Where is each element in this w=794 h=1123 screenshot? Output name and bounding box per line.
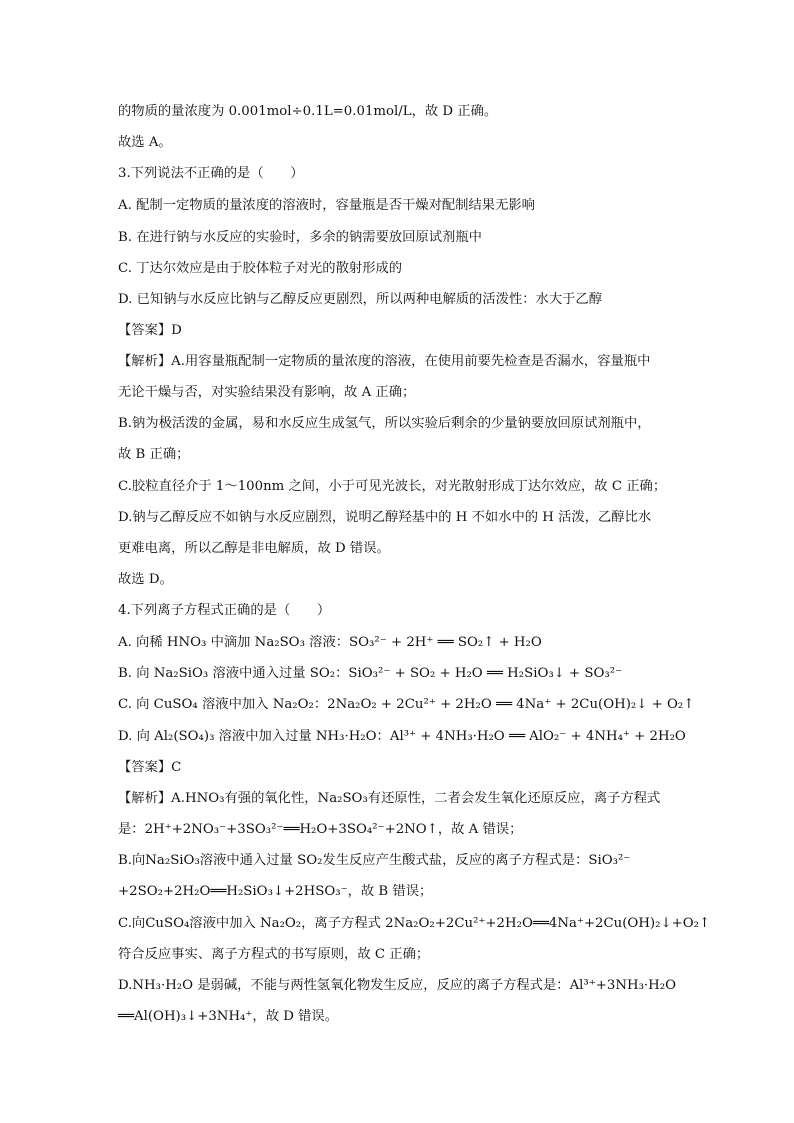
answer-label: 【答案】C [118,760,182,775]
analysis-text: B.向Na₂SiO₃溶液中通入过量 SO₂发生反应产生酸式盐，反应的离子方程式是：SiO₃²⁻ [118,853,631,868]
analysis-text: 【解析】A.用容量瓶配制一定物质的量浓度的溶液，在使用前要先检查是否漏水，容量瓶中 [118,354,651,369]
question-4-option-b: B. 向 Na₂SiO₃ 溶液中通入过量 SO₂：SiO₃²⁻ + SO₂ + H₂O ══ H₂SiO₃↓ + SO₃²⁻ [118,666,623,681]
analysis-text: D.钠与乙醇反应不如钠与水反应剧烈，说明乙醇羟基中的 H 不如水中的 H 活泼，乙醇比水 [118,510,652,525]
text-line: 的物质的量浓度为 0.001mol÷0.1L=0.01mol/L，故 D 正确。 [118,104,498,119]
analysis-text: 无论干燥与否，对实验结果没有影响，故 A 正确； [118,385,416,400]
question-4-option-d: D. 向 Al₂(SO₄)₃ 溶液中加入过量 NH₃·H₂O：Al³⁺ + 4NH₃·H₂O ══ AlO₂⁻ + 4NH₄⁺ + 2H₂O [118,729,686,744]
analysis-text: D.NH₃·H₂O 是弱碱，不能与两性氢氧化物发生反应，反应的离子方程式是：Al³⁺+3NH₃·H₂O [118,978,676,993]
analysis-text: B.钠为极活泼的金属，易和水反应生成氢气，所以实验后剩余的少量钠要放回原试剂瓶中， [118,416,651,431]
analysis-text: 是：2H⁺+2NO₃⁻+3SO₃²⁻══H₂O+3SO₄²⁻+2NO↑，故 A 错误； [118,822,523,837]
analysis-text: 【解析】A.HNO₃有强的氧化性，Na₂SO₃有还原性，二者会发生氧化还原反应，离子方程式 [118,791,661,806]
question-3-option-a: A. 配制一定物质的量浓度的溶液时，容量瓶是否干燥对配制结果无影响 [118,198,535,213]
question-3-option-c: C. 丁达尔效应是由于胶体粒子对光的散射形成的 [118,261,403,276]
analysis-text: ══Al(OH)₃↓+3NH₄⁺，故 D 错误。 [118,1009,338,1024]
answer-label: 【答案】D [118,323,182,338]
analysis-text: +2SO₂+2H₂O══H₂SiO₃↓+2HSO₃⁻，故 B 错误； [118,884,433,899]
text-line: 故选 D。 [118,572,173,587]
analysis-text: 故 B 正确； [118,447,190,462]
text-line: 故选 A。 [118,135,172,150]
question-4-option-c: C. 向 CuSO₄ 溶液中加入 Na₂O₂：2Na₂O₂ + 2Cu²⁺ + 2H₂O ══ 4Na⁺ + 2Cu(OH)₂↓ + O₂↑ [118,697,695,712]
analysis-text: C.向CuSO₄溶液中加入 Na₂O₂，离子方程式 2Na₂O₂+2Cu²⁺+2H₂O══4Na⁺+2Cu(OH)₂↓+O₂↑ [118,916,711,931]
question-3-option-d: D. 已知钠与水反应比钠与乙醇反应更剧烈，所以两种电解质的活泼性：水大于乙醇 [118,292,603,307]
question-3-title: 3.下列说法不正确的是（ ） [118,166,304,181]
question-4-title: 4.下列离子方程式正确的是（ ） [118,603,331,618]
analysis-text: C.胶粒直径介于 1～100nm 之间，小于可见光波长，对光散射形成丁达尔效应，故 C 正确； [118,479,667,494]
analysis-text: 符合反应事实、离子方程式的书写原则，故 C 正确； [118,947,430,962]
question-4-option-a: A. 向稀 HNO₃ 中滴加 Na₂SO₃ 溶液：SO₃²⁻ + 2H⁺ ══ SO₂↑ + H₂O [118,635,542,650]
question-3-option-b: B. 在进行钠与水反应的实验时，多余的钠需要放回原试剂瓶中 [118,230,482,245]
analysis-text: 更难电离，所以乙醇是非电解质，故 D 错误。 [118,541,390,556]
